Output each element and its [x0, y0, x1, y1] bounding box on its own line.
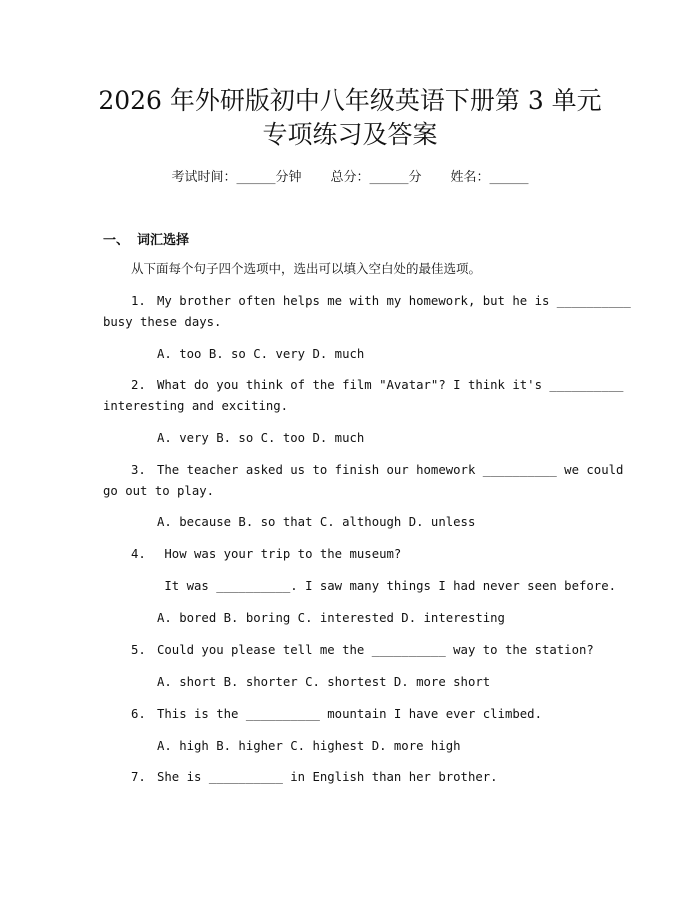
question-options: A. because B. so that C. although D. unless — [157, 515, 476, 529]
exam-meta — [0, 168, 700, 188]
question-options: A. very B. so C. too D. much — [157, 431, 365, 445]
question-text: What do you think of the film "Avatar"? I think it's __________ — [157, 378, 624, 392]
section-title: 词汇选择 — [137, 233, 190, 248]
total-score-label: 总分：______分 — [330, 170, 422, 185]
question-text-continued: go out to play. — [103, 484, 215, 498]
question-text: How was your trip to the museum? — [157, 547, 402, 561]
question-number: 4. — [131, 547, 146, 561]
question-text-continued: interesting and exciting. — [103, 399, 289, 413]
question-options: A. short B. shorter C. shortest D. more short — [157, 675, 491, 689]
question-text: The teacher asked us to finish our homework __________ we could — [157, 463, 624, 477]
question-number: 2. — [131, 378, 146, 392]
question-text: Could you please tell me the __________ way to the station? — [157, 643, 594, 657]
question-number: 5. — [131, 643, 146, 657]
section-number: 一、 — [103, 233, 130, 248]
question-text: She is __________ in English than her brother. — [157, 770, 498, 784]
question-text: This is the __________ mountain I have ever climbed. — [157, 707, 542, 721]
student-name-label: 姓名：______ — [450, 170, 529, 185]
document-title-line1: 2026 年外研版初中八年级英语下册第 3 单元 — [98, 86, 602, 115]
question-number: 6. — [131, 707, 146, 721]
question-number: 3. — [131, 463, 146, 477]
section-heading — [103, 229, 189, 248]
question-number: 1. — [131, 294, 146, 308]
question-options: A. high B. higher C. highest D. more high — [157, 739, 461, 753]
exam-time-label: 考试时间：______分钟 — [171, 170, 302, 185]
document-title-line2: 专项练习及答案 — [262, 120, 438, 149]
question-text: My brother often helps me with my homework, but he is __________ — [157, 294, 631, 308]
question-text-continued: busy these days. — [103, 315, 222, 329]
question-number: 7. — [131, 770, 146, 784]
question-text-continued: It was __________. I saw many things I had never seen before. — [157, 579, 617, 593]
question-options: A. bored B. boring C. interested D. interesting — [157, 611, 505, 625]
question-options: A. too B. so C. very D. much — [157, 347, 365, 361]
section-instruction: 从下面每个句子四个选项中，选出可以填入空白处的最佳选项。 — [131, 261, 482, 276]
